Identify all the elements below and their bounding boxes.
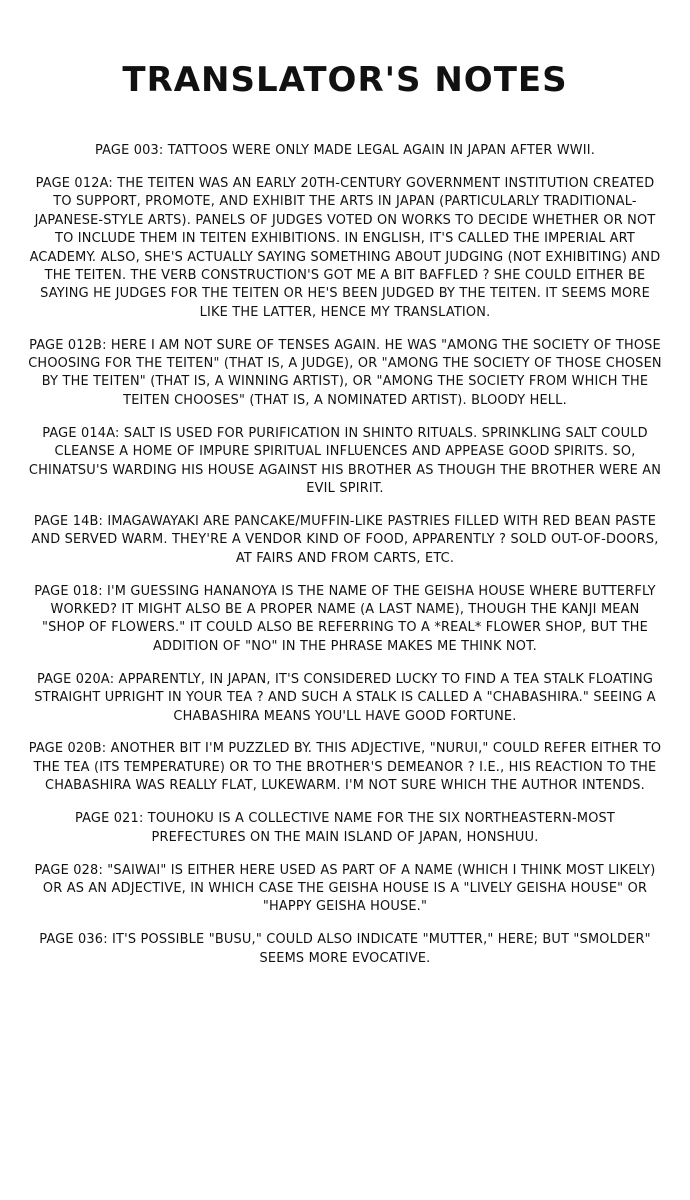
note-page-14b: PAGE 14B: IMAGAWAYAKI ARE PANCAKE/MUFFIN-LIKE PASTRIES FILLED WITH RED BEAN PASTE AND SERVED WARM. THEY'RE A VENDOR KIND OF FOOD, APPARENTLY ? SOLD OUT-OF-DOORS, AT FAIRS AND FROM CARTS, ETC. <box>31 513 659 566</box>
note-page-036: PAGE 036: IT'S POSSIBLE "BUSU," COULD ALSO INDICATE "MUTTER," HERE; BUT "SMOLDER" SEEMS MORE EVOCATIVE. <box>39 932 651 966</box>
note-page-021: PAGE 021: TOUHOKU IS A COLLECTIVE NAME FOR THE SIX NORTHEASTERN-MOST PREFECTURES ON THE MAIN ISLAND OF JAPAN, HONSHUU. <box>74 811 616 845</box>
note-page-018: PAGE 018: I'M GUESSING HANANOYA IS THE NAME OF THE GEISHA HOUSE WHERE BUTTERFLY WORKED? IT MIGHT ALSO BE A PROPER NAME (A LAST NAME), THOUGH THE KANJI MEAN "SHOP OF FLOWERS." IT COULD ALSO BE REFERRING TO A *REAL* FLOWER SHOP, BUT THE ADDITION OF "NO" IN THE PHRASE MAKES ME THINK NOT. <box>34 583 656 654</box>
note-page-020b: PAGE 020B: ANOTHER BIT I'M PUZZLED BY. THIS ADJECTIVE, "NURUI," COULD REFER EITHER TO THE TEA (ITS TEMPERATURE) OR TO THE BROTHER'S DEMEANOR ? I.E., HIS REACTION TO THE CHABASHIRA WAS REALLY FLAT, LUKEWARM. I'M NOT SURE WHICH THE AUTHOR INTENDS. <box>28 741 662 794</box>
note-page-014a: PAGE 014A: SALT IS USED FOR PURIFICATION IN SHINTO RITUALS. SPRINKLING SALT COULD CLEANSE A HOME OF IMPURE SPIRITUAL INFLUENCES AND APPEASE GOOD SPIRITS. SO, CHINATSU'S WARDING HIS HOUSE AGAINST HIS BROTHER AS THOUGH THE BROTHER WERE AN EVIL SPIRIT. <box>28 425 662 496</box>
note-page-012b: PAGE 012B: HERE I AM NOT SURE OF TENSES AGAIN. HE WAS "AMONG THE SOCIETY OF THOSE CHOOSING FOR THE TEITEN" (THAT IS, A JUDGE), OR "AMONG THE SOCIETY OF THOSE CHOSEN BY THE TEITEN" (THAT IS, A WINNING ARTIST), OR "AMONG THE SOCIETY FROM WHICH THE TEITEN CHOOSES" (THAT IS, A NOMINATED ARTIST). BLOODY HELL. <box>28 337 662 408</box>
note-page-028: PAGE 028: "SAIWAI" IS EITHER HERE USED AS PART OF A NAME (WHICH I THINK MOST LIKELY) OR AS AN ADJECTIVE, IN WHICH CASE THE GEISHA HOUSE IS A "LIVELY GEISHA HOUSE" OR "HAPPY GEISHA HOUSE." <box>34 862 656 915</box>
notes-list <box>28 142 662 983</box>
note-page-020a: PAGE 020A: APPARENTLY, IN JAPAN, IT'S CONSIDERED LUCKY TO FIND A TEA STALK FLOATING STRAIGHT UPRIGHT IN YOUR TEA ? AND SUCH A STALK IS CALLED A "CHABASHIRA." SEEING A CHABASHIRA MEANS YOU'LL HAVE GOOD FORTUNE. <box>34 671 656 724</box>
note-page-012a: PAGE 012A: THE TEITEN WAS AN EARLY 20TH-CENTURY GOVERNMENT INSTITUTION CREATED TO SUPPORT, PROMOTE, AND EXHIBIT THE ARTS IN JAPAN (PARTICULARLY TRADITIONAL-JAPANESE-STYLE ARTS). PANELS OF JUDGES VOTED ON WORKS TO DECIDE WHETHER OR NOT TO INCLUDE THEM IN TEITEN EXHIBITIONS. IN ENGLISH, IT'S CALLED THE IMPERIAL ART ACADEMY. ALSO, SHE'S ACTUALLY SAYING SOMETHING ABOUT JUDGING (NOT EXHIBITING) AND THE TEITEN. THE VERB CONSTRUCTION'S GOT ME A BIT BAFFLED ? SHE COULD EITHER BE SAYING HE JUDGES FOR THE TEITEN OR HE'S BEEN JUDGED BY THE TEITEN. IT SEEMS MORE LIKE THE LATTER, HENCE MY TRANSLATION. <box>29 175 661 320</box>
note-page-003: PAGE 003: TATTOOS WERE ONLY MADE LEGAL AGAIN IN JAPAN AFTER WWII. <box>94 143 596 158</box>
page-title: TRANSLATOR'S NOTES <box>122 60 568 100</box>
